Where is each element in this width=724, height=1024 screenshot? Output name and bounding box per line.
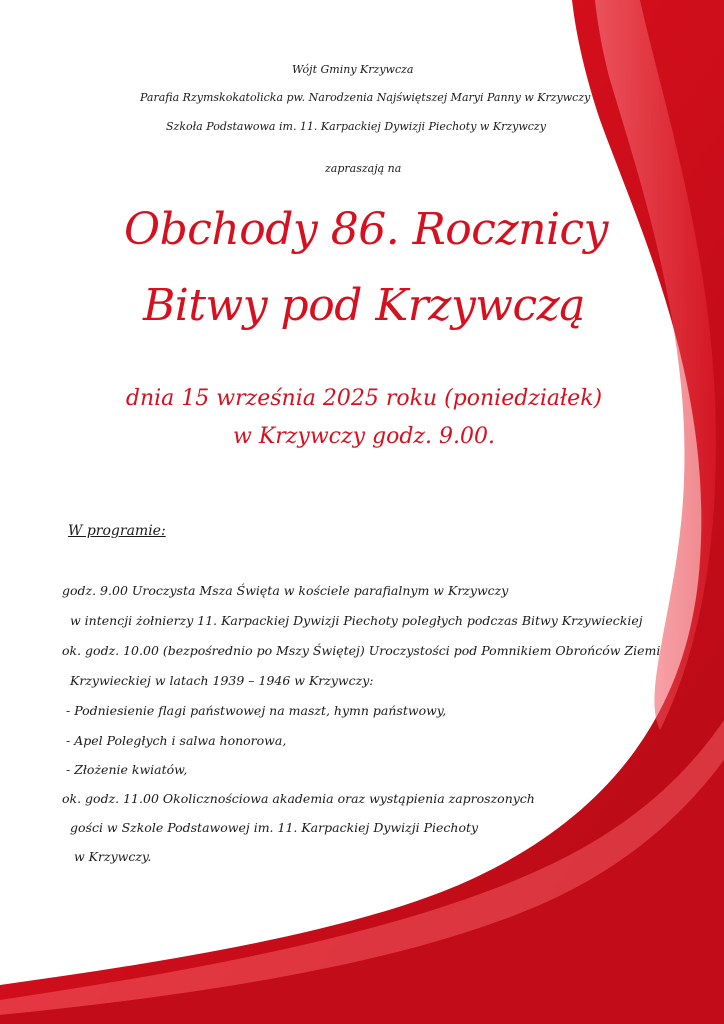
title-line-1: Obchody 86. Rocznicy	[124, 204, 609, 255]
program-heading: W programie:	[68, 523, 166, 539]
date-line-1: dnia 15 września 2025 roku (poniedziałek)	[125, 386, 603, 411]
organizer-3: Szkoła Podstawowa im. 11. Karpackiej Dywizji Piechoty w Krzywczy	[166, 120, 546, 133]
program-line: Krzywieckiej w latach 1939 – 1946 w Krzywczy:	[70, 673, 374, 688]
program-line: ok. godz. 10.00 (bezpośrednio po Mszy Świętej) Uroczystości pod Pomnikiem Obrońców Ziemi	[62, 643, 661, 658]
organizer-2: Parafia Rzymskokatolicka pw. Narodzenia Najświętszej Maryi Panny w Krzywczy	[140, 91, 591, 104]
organizer-1: Wójt Gminy Krzywcza	[292, 63, 414, 76]
program-line: - Podniesienie flagi państwowej na maszt, hymn państwowy,	[66, 703, 447, 718]
program-line: godz. 9.00 Uroczysta Msza Święta w kościele parafialnym w Krzywczy	[62, 583, 509, 598]
program-line: ok. godz. 11.00 Okolicznościowa akademia oraz wystąpienia zaproszonych	[62, 791, 535, 806]
invite-text: zapraszają na	[325, 162, 402, 175]
program-line: gości w Szkole Podstawowej im. 11. Karpackiej Dywizji Piechoty	[70, 820, 479, 835]
program-line: - Złożenie kwiatów,	[66, 762, 188, 777]
date-line-2: w Krzywczy godz. 9.00.	[233, 424, 495, 449]
program-line: w intencji żołnierzy 11. Karpackiej Dywizji Piechoty poległych podczas Bitwy Krzywieckiej	[70, 613, 643, 628]
program-line: - Apel Poległych i salwa honorowa,	[66, 733, 287, 748]
program-line: w Krzywczy.	[74, 849, 152, 864]
title-line-2: Bitwy pod Krzywczą	[142, 280, 586, 331]
